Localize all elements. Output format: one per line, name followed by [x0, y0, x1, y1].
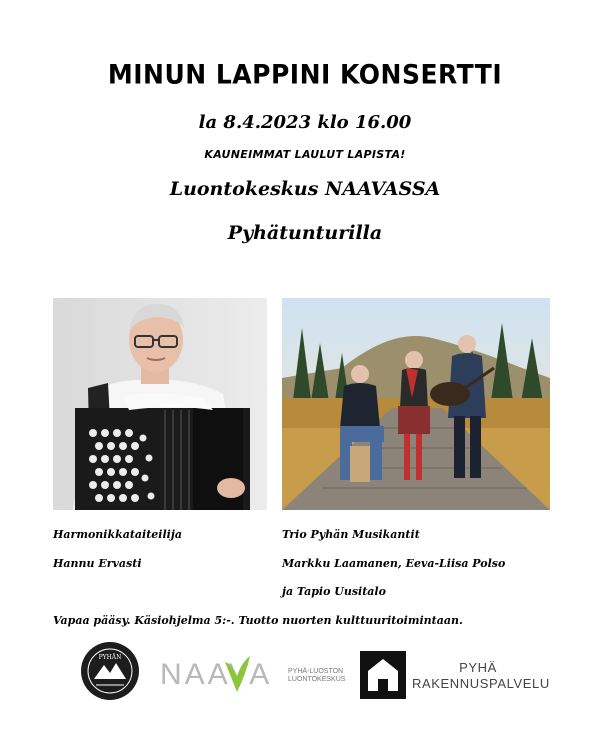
- event-datetime: la 8.4.2023 klo 16.00: [198, 112, 412, 133]
- trio-name: Trio Pyhän Musikantit: [282, 528, 420, 541]
- trio-members-line-2: ja Tapio Uusitalo: [282, 585, 386, 598]
- naava-sub-line-1: PYHÄ-LUOSTON: [288, 668, 344, 675]
- poster-title: MINUN LAPPINI KONSERTTI: [107, 59, 503, 90]
- event-tagline: KAUNEIMMAT LAULUT LAPISTA!: [204, 148, 406, 161]
- trio-photo: [282, 298, 550, 510]
- rakennuspalvelu-icon: [360, 651, 406, 699]
- pyhan-seal-logo: [80, 641, 140, 701]
- rakennuspalvelu-line-2: RAKENNUSPALVELU: [412, 676, 550, 691]
- venue-line-1: Luontokeskus NAAVASSA: [169, 178, 441, 200]
- naava-sub-line-2: LUONTOKESKUS: [288, 676, 346, 683]
- accordionist-role: Harmonikkataiteilija: [53, 528, 182, 541]
- naava-wordmark: NAAVA: [160, 658, 273, 691]
- naava-logo: [160, 652, 346, 702]
- footer-note: Vapaa pääsy. Käsiohjelma 5:-. Tuotto nuorten kulttuuritoimintaan.: [53, 614, 463, 627]
- trio-members-line-1: Markku Laamanen, Eeva-Liisa Polso: [282, 557, 506, 570]
- rakennuspalvelu-line-1: PYHÄ: [459, 660, 497, 675]
- accordionist-photo: [53, 298, 267, 510]
- naava-leaf-icon: [220, 654, 254, 694]
- pyhan-seal-text: PYHÄN: [98, 654, 122, 661]
- accordionist-name: Hannu Ervasti: [53, 557, 142, 570]
- venue-line-2: Pyhätunturilla: [227, 222, 383, 244]
